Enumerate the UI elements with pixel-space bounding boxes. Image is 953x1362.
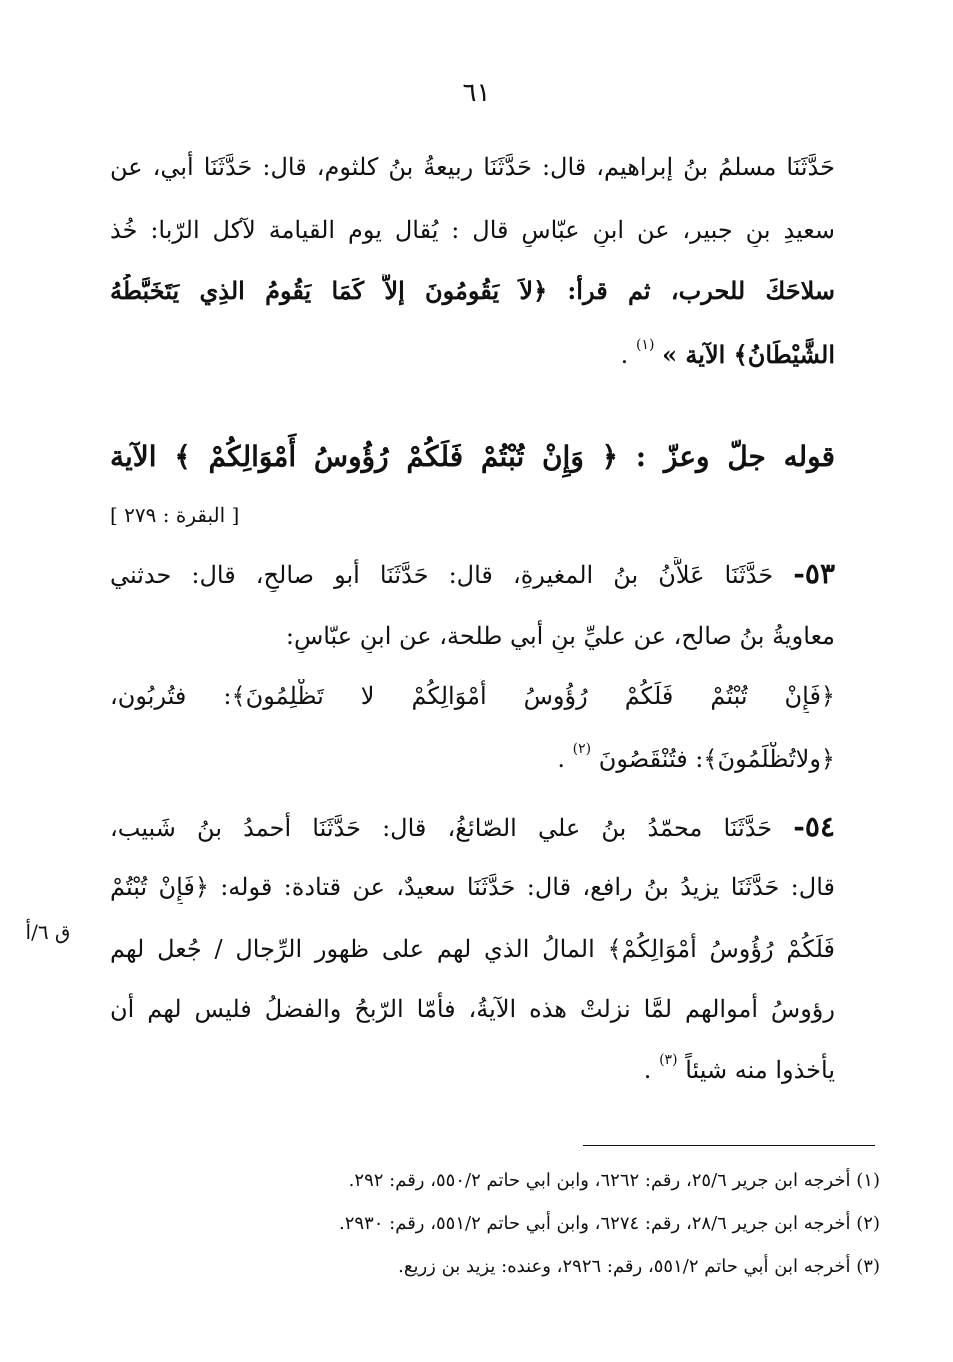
text-line: سلاحَكَ للحرب، ثم قرأ: ﴿لاَ يَقُومُونَ إلاَّ كَمَا يَقُومُ الذِي يَتَخَبَّطُهُ xyxy=(110,276,835,305)
period: . xyxy=(620,341,629,369)
text-line-first xyxy=(110,810,835,845)
hadith-number: ٥٤- xyxy=(793,810,835,843)
period: . xyxy=(557,745,565,773)
text-line: رؤوسُ أموالهم لمَّا نزلتْ هذه الآيةُ، فأمّا الرّبحُ والفضلُ فليس لهم أن xyxy=(110,995,835,1023)
text-line-last xyxy=(110,338,835,376)
period: . xyxy=(643,1056,652,1084)
text-line: سعيدِ بنِ جبير، عن ابنِ عبّاسٍ قال : يُقال يوم القيامة لآكل الرّبا: خُذ xyxy=(110,216,835,244)
footnote: (١) أخرجه ابن جرير ٢٥/٦، رقم: ٦٢٦٢، وابن ابي حاتم ٥٥٠/٢، رقم: ٢٩٢. xyxy=(348,1170,880,1191)
footnote-marker: (١) xyxy=(635,338,655,353)
text-line-first xyxy=(110,557,835,592)
footnote-divider xyxy=(583,1145,875,1146)
text-line: ﴿ولاتُظْلَمُونَ﴾: فتُنْقَصُونَ xyxy=(598,745,835,773)
hadith-number: ٥٣- xyxy=(793,557,835,590)
text-line: يأخذوا منه شيئاً xyxy=(685,1056,835,1084)
text-line: حَدَّثَنَا محمّدُ بنُ علي الصّائغُ، قال: حَدَّثَنَا أحمدُ بنُ شَبيب، xyxy=(110,814,773,842)
footnote-marker: (٣) xyxy=(659,1053,678,1068)
footnote: (٢) أخرجه ابن جرير ٢٨/٦، رقم: ٦٢٧٤، وابن أبي حاتم ٥٥١/٢، رقم: ٢٩٣٠. xyxy=(339,1213,880,1234)
footnote: (٣) أخرجه ابن أبي حاتم ٥٥١/٢، رقم: ٢٩٢٦، وعنده: يزيد بن زريع. xyxy=(398,1256,880,1277)
text-line: فَلَكُمْ رُؤُوسُ أَمْوَالِكُمْ﴾ المالُ الذي لهم على ظهور الرِّجال / جُعل لهم xyxy=(110,935,835,963)
page-number: ٦١ xyxy=(462,78,491,108)
manuscript-folio-note: ق ٦/أ xyxy=(25,920,71,944)
text-line-last xyxy=(110,742,835,780)
text-line: حَدَّثَنَا عَلاَّنُ بنُ المغيرةِ، قال: حَدَّثَنَا أبو صالحٍ، قال: حدثني xyxy=(110,561,774,589)
text-line: الشَّيْطَانُ﴾ الآية » xyxy=(662,340,835,369)
text-line: ﴿فَإِنْ تُبْتُمْ فَلَكُمْ رُؤُوسُ أَمْوَالِكُمْ لا تَظْلِمُونَ﴾: فتُربُون، xyxy=(110,682,835,710)
text-line: معاويةُ بنُ صالح، عن عليِّ بنِ أبي طلحة، عن ابنِ عبّاسٍ: xyxy=(285,622,835,650)
text-line-last xyxy=(110,1053,835,1091)
footnote-marker: (٢) xyxy=(572,742,592,757)
section-heading: قوله جلّ وعزّ : ﴿ وَإِنْ تُبْتُمْ فَلَكُمْ رُؤُوسُ أَمْوَالِكُمْ ﴾ الآية xyxy=(110,440,835,473)
text-line: قال: حَدَّثَنَا يزيدُ بنُ رافع، قال: حَدَّثَنَا سعيدٌ، عن قتادة: قوله: ﴿فَإِنْ تُبْتُمْ xyxy=(110,873,835,901)
text-line: حَدَّثَنَا مسلمُ بنُ إبراهيم، قال: حَدَّثَنَا ربيعةُ بنُ كلثوم، قال: حَدَّثَنَا أبي، عن xyxy=(110,153,835,181)
verse-reference: [ البقرة : ٢٧٩ ] xyxy=(110,503,240,527)
